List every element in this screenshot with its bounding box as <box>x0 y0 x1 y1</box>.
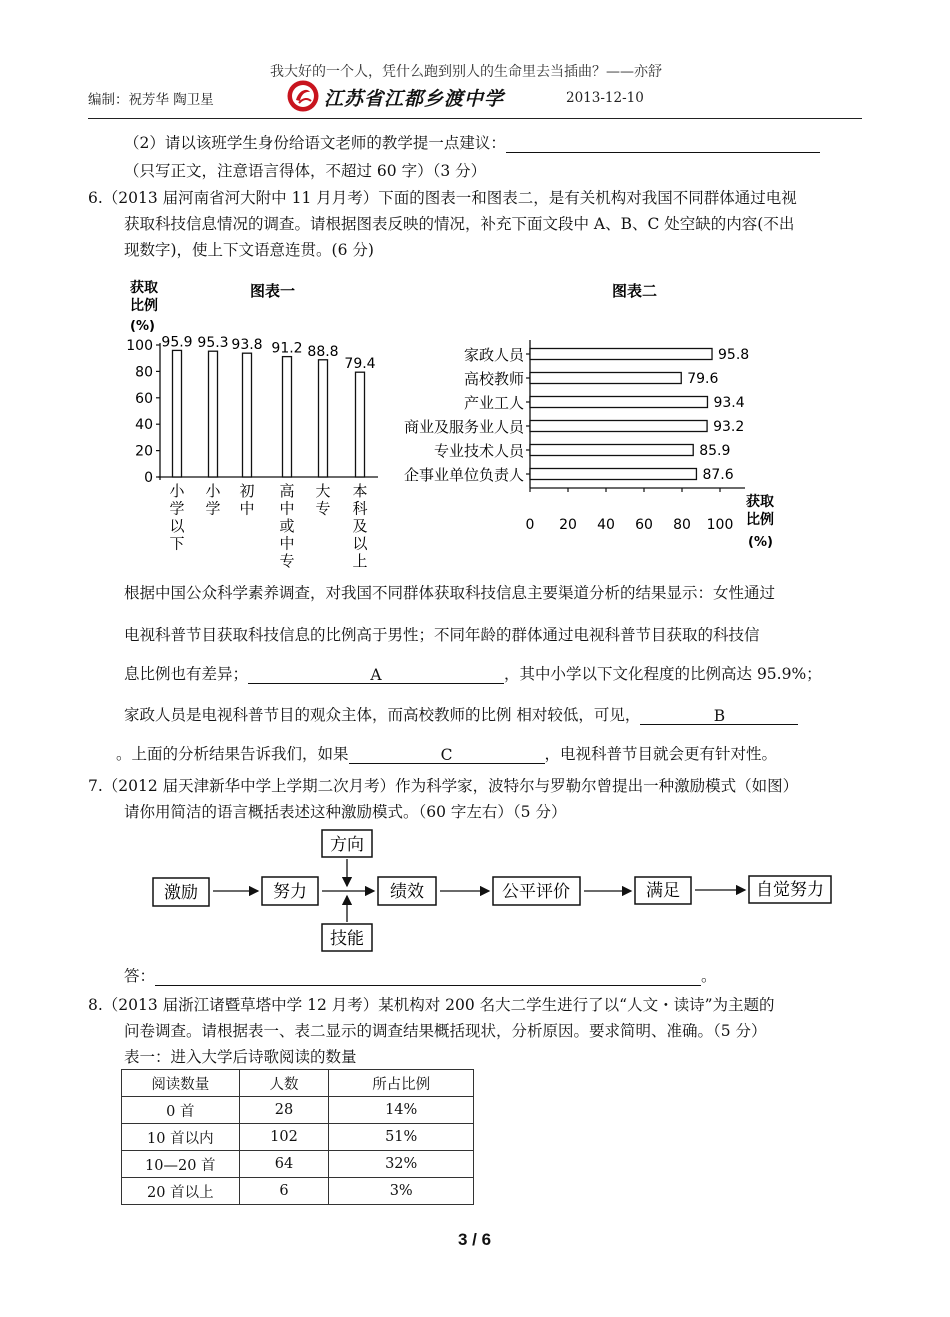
chart1-bar <box>209 351 218 477</box>
q7-answer-blank[interactable] <box>155 967 701 986</box>
chart2-value-label: 93.4 <box>713 395 745 411</box>
table-cell: 0 首 <box>122 1097 240 1124</box>
chart1-bar <box>319 360 328 477</box>
chart2-value-label: 95.8 <box>718 347 750 363</box>
chart2-xtick-label: 20 <box>559 517 577 533</box>
chart2-category-label: 家政人员 <box>463 346 524 364</box>
table-cell: 3% <box>329 1178 474 1205</box>
q7-answer <box>124 966 717 986</box>
q7-line1: 7.（2012 届天津新华中学上学期二次月考）作为科学家，波特尔与罗勒尔曾提出一种激励模式（如图） <box>88 777 799 795</box>
table-header-cell: 人数 <box>239 1070 329 1097</box>
table-cell: 6 <box>239 1178 329 1205</box>
q6-para1: 根据中国公众科学素养调查，对我国不同群体获取科技信息主要渠道分析的结果显示：女性通过 <box>124 584 776 602</box>
table-cell: 14% <box>329 1097 474 1124</box>
q7-answer-end: 。 <box>701 967 717 985</box>
chart1-category-label: 小学 <box>205 482 221 518</box>
chart1-title: 图表一 <box>250 282 296 300</box>
chart2-xtick-label: 0 <box>525 517 535 533</box>
q7-answer-label: 答： <box>124 967 156 985</box>
table-header-cell: 阅读数量 <box>122 1070 240 1097</box>
table-cell: 20 首以上 <box>122 1178 240 1205</box>
table-cell: 102 <box>239 1124 329 1151</box>
chart2-bar <box>530 397 707 408</box>
q6-line1: 6.（2013 届河南省河大附中 11 月月考）下面的图表一和图表二，是有关机构对我国不同群体通过电视 <box>88 189 797 207</box>
table-cell: 64 <box>239 1151 329 1178</box>
chart1-ytick-label: 80 <box>135 364 153 381</box>
chart2-category-label: 企事业单位负责人 <box>403 466 524 484</box>
chart2-category-label: 专业技术人员 <box>433 442 524 460</box>
q6-para5-a: 。上面的分析结果告诉我们，如果 <box>116 745 349 763</box>
q5-part2 <box>124 133 820 153</box>
box-skill-label: 技能 <box>330 929 364 949</box>
chart1-category-label: 高中或中专 <box>279 482 295 570</box>
table-row <box>122 1124 474 1151</box>
chart2-xlabel-1: 获取 <box>746 494 774 510</box>
chart2-value-label: 85.9 <box>699 443 731 459</box>
q8-line1: 8.（2013 届浙江诸暨草塔中学 12 月考）某机构对 200 名大二学生进行了以“人文・读诗”为主题的 <box>88 996 775 1014</box>
box-fair-evaluation-label: 公平评价 <box>502 882 570 902</box>
table-row <box>122 1178 474 1205</box>
q6-para3 <box>124 664 822 684</box>
q6-para2: 电视科普节目获取科技信息的比例高于男性；不同年龄的群体通过电视科普节目获取的科技信 <box>124 626 760 644</box>
chart1-ylabel-3: (%) <box>130 319 155 334</box>
chart1-category-label: 小学以下 <box>169 482 185 553</box>
blank-a[interactable]: A <box>248 665 504 684</box>
chart-2 <box>404 282 774 550</box>
chart2-bar <box>530 349 712 360</box>
chart2-value-label: 93.2 <box>713 419 745 435</box>
header-editors: 编制：祝芳华 陶卫星 <box>88 92 214 108</box>
chart2-value-label: 87.6 <box>702 467 734 483</box>
chart1-ytick-label: 0 <box>144 470 153 486</box>
q6-para3-b: ，其中小学以下文化程度的比例高达 95.9%； <box>504 665 822 683</box>
box-self-effort-label: 自觉努力 <box>756 880 824 900</box>
chart1-category-label: 大专 <box>315 482 331 518</box>
table-cell: 28 <box>239 1097 329 1124</box>
q8-table-title: 表一：进入大学后诗歌阅读的数量 <box>124 1048 357 1066</box>
q7-line2: 请你用简洁的语言概括表述这种激励模式。（60 字左右）（5 分） <box>124 803 567 821</box>
box-effort-label: 努力 <box>273 882 307 902</box>
chart1-value-label: 95.3 <box>197 335 229 352</box>
chart1-value-label: 91.2 <box>271 340 303 357</box>
chart2-title: 图表二 <box>612 282 658 300</box>
q8-table <box>121 1069 474 1205</box>
page-number: 3 / 6 <box>458 1230 492 1249</box>
header-motto: 我大好的一个人，凭什么跑到别人的生命里去当插曲？——亦舒 <box>270 64 662 80</box>
chart1-ytick-label: 20 <box>135 443 153 460</box>
q6-para4-a: 家政人员是电视科普节目的观众主体，而高校教师的比例 相对较低，可见， <box>124 706 641 724</box>
chart1-ytick-label: 100 <box>126 338 153 354</box>
chart2-xlabel-2: 比例 <box>746 512 774 528</box>
chart2-category-label: 产业工人 <box>463 394 524 412</box>
table-row <box>122 1151 474 1178</box>
box-incentive-label: 激励 <box>164 883 198 903</box>
q6-para3-a: 息比例也有差异； <box>124 665 249 683</box>
table-cell: 10 首以内 <box>122 1124 240 1151</box>
chart2-xtick-label: 60 <box>635 517 653 533</box>
q7-flow-diagram <box>140 826 840 956</box>
chart1-bar <box>243 353 252 477</box>
chart2-bar <box>530 445 693 456</box>
school-name-logo: 江苏省江都乡渡中学 <box>324 88 505 110</box>
q6-line3: 现数字)，使上下文语意连贯。(6 分) <box>124 241 374 259</box>
table-header-cell: 所占比例 <box>329 1070 474 1097</box>
chart1-ylabel-1: 获取 <box>130 280 158 296</box>
q8-line2: 问卷调查。请根据表一、表二显示的调查结果概括现状，分析原因。要求简明、准确。（5 分） <box>124 1022 767 1040</box>
table-header-row <box>122 1070 474 1097</box>
q5-answer-blank[interactable] <box>506 134 820 153</box>
q6-para4 <box>124 705 798 725</box>
q5-part2-text: （2）请以该班学生身份给语文老师的教学提一点建议： <box>124 134 506 152</box>
chart2-xlabel-3: (%) <box>748 535 773 550</box>
chart1-bar <box>173 350 182 477</box>
chart1-category-label: 本科及以上 <box>352 482 368 570</box>
chart2-bar <box>530 421 707 432</box>
chart1-ytick-label: 40 <box>135 417 153 434</box>
header-date: 2013-12-10 <box>566 90 644 106</box>
chart2-bar <box>530 469 696 480</box>
chart1-value-label: 79.4 <box>344 356 376 373</box>
q5-note: （只写正文，注意语言得体，不超过 60 字）（3 分） <box>124 162 487 180</box>
chart2-xtick-label: 80 <box>673 517 691 533</box>
chart1-value-label: 93.8 <box>231 337 263 354</box>
chart2-xtick-label: 100 <box>706 517 734 533</box>
table-row <box>122 1097 474 1124</box>
blank-b[interactable]: B <box>640 706 798 725</box>
chart2-bar <box>530 373 681 384</box>
chart1-category-label: 初中 <box>239 482 255 518</box>
chart1-ylabel-2: 比例 <box>130 298 158 314</box>
chart2-category-label: 商业及服务业人员 <box>403 418 524 436</box>
chart2-value-label: 79.6 <box>687 371 719 387</box>
q6-para5-b: ，电视科普节目就会更有针对性。 <box>544 745 778 763</box>
chart1-value-label: 88.8 <box>307 343 339 360</box>
chart2-xtick-label: 40 <box>597 517 615 533</box>
table-cell: 51% <box>329 1124 474 1151</box>
box-performance-label: 绩效 <box>390 882 424 902</box>
q6-line2: 获取科技信息情况的调查。请根据图表反映的情况，补充下面文段中 A、B、C 处空缺的内容(不出 <box>124 215 795 233</box>
chart-1 <box>126 279 378 570</box>
header-rule <box>88 118 862 119</box>
table-cell: 32% <box>329 1151 474 1178</box>
chart2-category-label: 高校教师 <box>463 370 524 388</box>
school-logo <box>286 79 320 113</box>
table-cell: 10—20 首 <box>122 1151 240 1178</box>
chart1-value-label: 95.9 <box>161 334 193 351</box>
box-direction-label: 方向 <box>330 835 364 855</box>
chart1-bar <box>356 372 365 477</box>
blank-c[interactable]: C <box>349 745 545 764</box>
box-satisfaction-label: 满足 <box>646 881 680 901</box>
q6-para5 <box>116 744 777 764</box>
q6-charts <box>0 270 950 570</box>
chart1-bar <box>283 357 292 477</box>
chart1-ytick-label: 60 <box>135 390 153 407</box>
